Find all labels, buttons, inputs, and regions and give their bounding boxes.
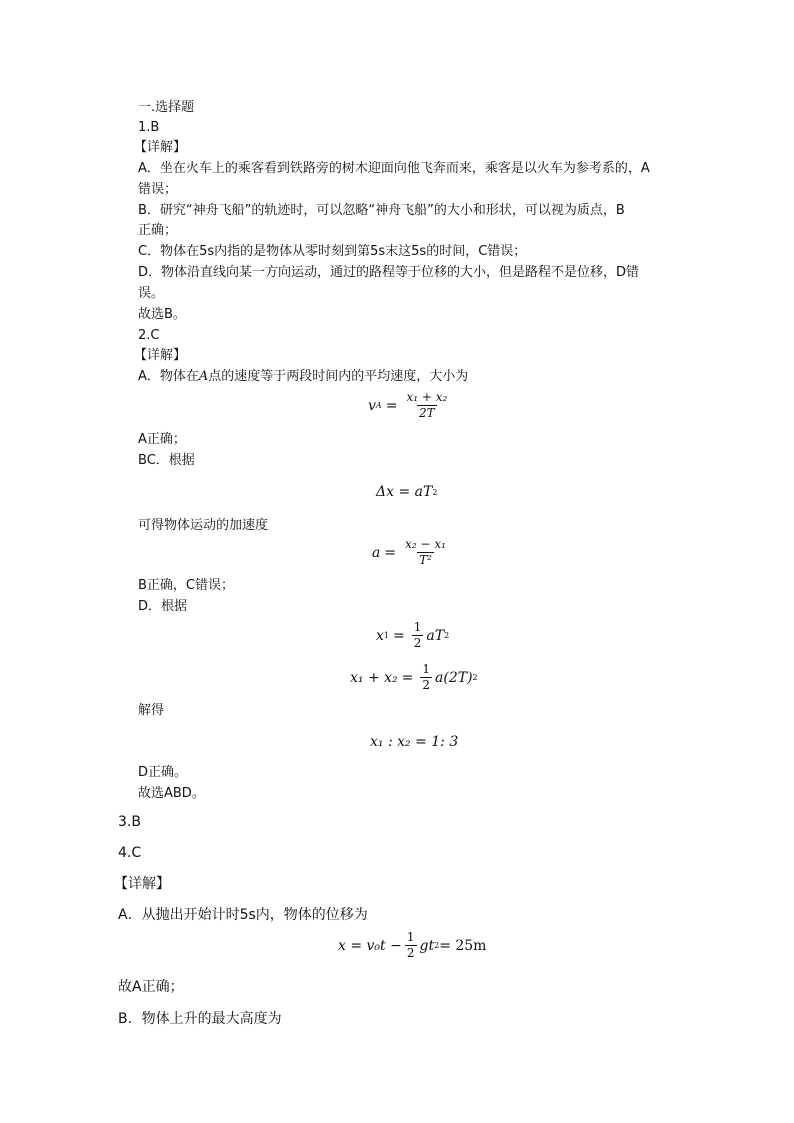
q2-option-a	[138, 367, 468, 387]
eq1-denominator: 2T	[419, 406, 435, 420]
eq4-sup: 2	[444, 631, 450, 640]
q4-option-b: B．物体上升的最大高度为	[118, 1011, 282, 1027]
eq5-fraction	[420, 662, 432, 693]
q1-option-a-line2: 错误；	[138, 182, 178, 197]
q2-option-a-result: A正确；	[138, 432, 186, 447]
eq4-fraction	[412, 620, 424, 651]
q2-option-a-var: A	[198, 369, 209, 384]
eq5-numerator: 1	[422, 662, 431, 676]
eq1-lhs-sub: A	[375, 401, 382, 410]
q2-option-a-pre: A．物体在	[138, 369, 199, 384]
eq6-text: x₁ : x₂ = 1: 3	[370, 734, 459, 750]
eq7-tail: = 25m	[439, 937, 487, 954]
q1-option-b-line1: B．研究“神舟飞船”的轨迹时，可以忽略“神舟飞船”的大小和形状，可以视为质点，B	[138, 203, 625, 218]
eq5-lhs: x₁ + x₂	[350, 669, 398, 686]
q1-answer: 1.B	[138, 120, 160, 135]
equation-displacement	[338, 930, 486, 961]
eq2-text: Δx = aT	[376, 484, 433, 500]
q2-option-a-post: 点的速度等于两段时间内的平均速度，大小为	[208, 369, 469, 384]
equation-acceleration: a = $\frac{\text{x₂ − x₁}}{\text{T²}}$	[372, 537, 446, 567]
q1-option-c: C．物体在5s内指的是物体从零时刻到第5s末这5s的时间，C错误；	[138, 244, 527, 259]
equation-ratio	[370, 734, 458, 750]
q4-option-a-result: 故A正确；	[118, 979, 184, 995]
eq5-denominator: 2	[422, 678, 431, 692]
equation-x1: x 1 = $\frac{1}{2}$ aT 2	[376, 620, 450, 650]
eq5-sup: 2	[472, 673, 478, 682]
eq4-numerator: 1	[413, 620, 422, 634]
q2-option-bc-result: B正确，C错误；	[138, 578, 234, 593]
q2-answer: 2.C	[138, 328, 160, 343]
q2-solve-text: 解得	[138, 703, 165, 718]
eq3-numerator: x₂ − x₁	[405, 537, 446, 551]
eq1-lhs: v	[368, 397, 376, 414]
eq1-numerator: x₁ + x₂	[406, 390, 448, 404]
eq4-lhs-sub: 1	[383, 631, 389, 640]
eq7-lhs: x = v₀t −	[338, 937, 402, 954]
q2-option-d-result: D正确。	[138, 765, 188, 780]
eq1-fraction	[404, 390, 449, 421]
q2-option-d-basis: D．根据	[138, 599, 188, 614]
q1-option-d-line2: 误。	[138, 286, 165, 301]
eq5-rhs: a(2T)	[435, 669, 473, 686]
equation-va: v A = $\frac{\text{x₁ + x₂}}{2T}$	[368, 390, 448, 420]
eq7-fraction	[405, 930, 417, 961]
eq3-lhs: a	[372, 544, 381, 561]
q4-detail-heading: 【详解】	[114, 876, 170, 892]
eq4-lhs: x	[376, 627, 384, 644]
q1-option-a-line1: A．坐在火车上的乘客看到铁路旁的树木迎面向他飞奔而来，乘客是以火车为参考系的，A	[138, 161, 650, 176]
q2-option-bc-basis: BC．根据	[138, 453, 195, 468]
eq7-sup: 2	[434, 941, 440, 950]
q1-option-b-line2: 正确；	[138, 223, 178, 238]
q4-option-a: A．从抛出开始计时5s内，物体的位移为	[118, 907, 368, 923]
q2-conclusion: 故选ABD。	[138, 786, 205, 801]
q2-detail-heading: 【详解】	[134, 348, 187, 363]
eq7-numerator: 1	[406, 930, 415, 944]
q1-conclusion: 故选B。	[138, 307, 186, 322]
q1-detail-heading: 【详解】	[134, 140, 187, 155]
equation-delta-x	[376, 484, 437, 500]
section-title: 一.选择题	[138, 100, 195, 115]
q2-accel-text: 可得物体运动的加速度	[138, 518, 269, 533]
eq2-sup: 2	[432, 487, 438, 497]
eq7-rhs: gt	[419, 937, 435, 954]
eq4-denominator: 2	[413, 636, 422, 650]
eq3-fraction	[403, 537, 448, 568]
q1-option-d-line1: D．物体沿直线向某一方向运动，通过的路程等于位移的大小，但是路程不是位移，D错	[138, 265, 640, 280]
q4-answer: 4.C	[118, 845, 142, 861]
eq4-rhs: aT	[426, 627, 445, 644]
eq7-denominator: 2	[406, 946, 415, 960]
equation-x1-plus-x2: x₁ + x₂ = $\frac{1}{2}$ a(2T) 2	[350, 662, 478, 692]
eq3-denominator: T²	[419, 553, 432, 567]
q3-answer: 3.B	[118, 814, 141, 830]
